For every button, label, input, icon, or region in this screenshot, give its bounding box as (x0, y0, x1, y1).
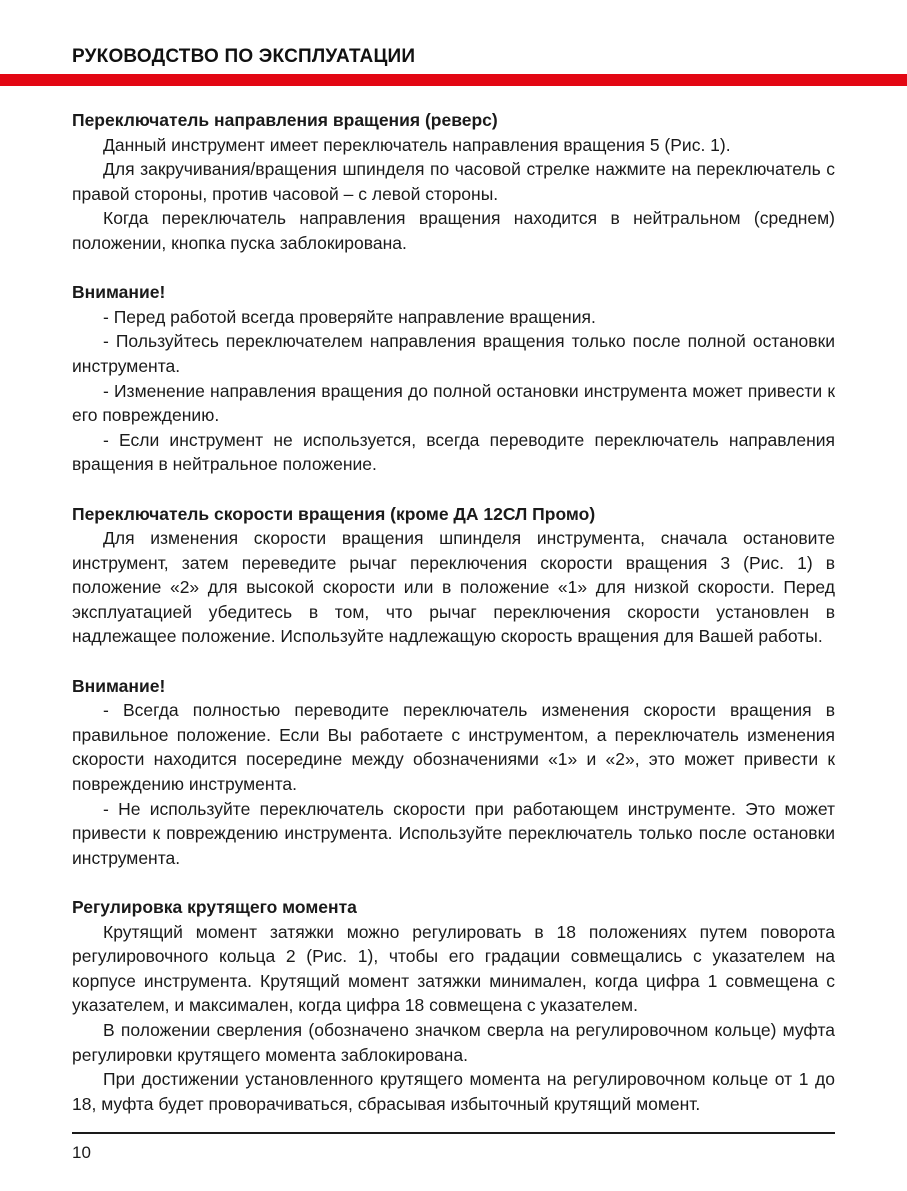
section-heading: Внимание! (72, 282, 166, 303)
page-header-title: РУКОВОДСТВО ПО ЭКСПЛУАТАЦИИ (72, 46, 416, 67)
document-body (72, 108, 835, 1141)
paragraph: Для изменения скорости вращения шпинделя инструмента, сначала остановите инструмент, затем переведите рычаг переключения скорости вращения 3 (Рис. 1) в положение «2» для высокой скорости или в положение «1» для низкой скорости. Перед эксплуатацией убедитесь в том, что рычаг переключения скорости установлен в надлежащее положение. Используйте надлежащую скорость вращения для Вашей работы. (72, 528, 835, 647)
section-heading: Внимание! (72, 675, 166, 696)
paragraph: Для закручивания/вращения шпинделя по часовой стрелке нажмите на переключатель с правой стороны, против часовой – с левой стороны. (72, 159, 835, 204)
section-torque-adjustment (72, 895, 835, 1116)
section-warning-speed (72, 674, 835, 871)
section-heading: Регулировка крутящего момента (72, 897, 357, 917)
header-accent-bar (0, 74, 907, 86)
paragraph: В положении сверления (обозначено значком сверла на регулировочном кольце) муфта регулировки крутящего момента заблокирована. (72, 1019, 835, 1065)
section-warning-reverse (72, 280, 835, 477)
paragraph: - Изменение направления вращения до полной остановки инструмента может привести к его повреждению. (72, 380, 835, 426)
paragraph: Данный инструмент имеет переключатель направления вращения 5 (Рис. 1). (103, 134, 731, 155)
page-number: 10 (72, 1143, 91, 1162)
paragraph: - Всегда полностью переводите переключатель изменения скорости вращения в правильное положение. Если Вы работаете с инструментом, а переключатель изменения скорости находится посередине между обозначениями «1» и «2», это может привести к повреждению инструмента. (72, 700, 835, 795)
section-reverse-switch (72, 108, 835, 256)
paragraph: Когда переключатель направления вращения находится в нейтральном (среднем) положении, кнопка пуска заблокирована. (72, 208, 835, 253)
paragraph: - Не используйте переключатель скорости при работающем инструменте. Это может привести к повреждению инструмента. Используйте переключатель только после остановки инструмента. (72, 798, 835, 868)
paragraph: Крутящий момент затяжки можно регулировать в 18 положениях путем поворота регулировочного кольца 2 (Рис. 1), чтобы его градации совмещались с указателем на корпусе инструмента. Крутящий момент затяжки минимален, когда цифра 1 совмещена с указателем, и максимален, когда цифра 18 совмещена с указателем. (72, 921, 835, 1016)
footer-divider (72, 1132, 835, 1134)
paragraph: - Пользуйтесь переключателем направления вращения только после полной остановки инструмента. (72, 331, 835, 376)
section-heading: Переключатель скорости вращения (кроме ДА 12СЛ Промо) (72, 503, 596, 524)
section-heading: Переключатель направления вращения (реверс) (72, 110, 498, 130)
section-speed-switch (72, 502, 835, 650)
paragraph: - Перед работой всегда проверяйте направление вращения. (103, 306, 596, 327)
paragraph: - Если инструмент не используется, всегда переводите переключатель направления вращения в нейтральное положение. (72, 429, 835, 475)
paragraph: При достижении установленного крутящего момента на регулировочном кольце от 1 до 18, муфта будет проворачиваться, сбрасывая избыточный крутящий момент. (72, 1069, 835, 1114)
